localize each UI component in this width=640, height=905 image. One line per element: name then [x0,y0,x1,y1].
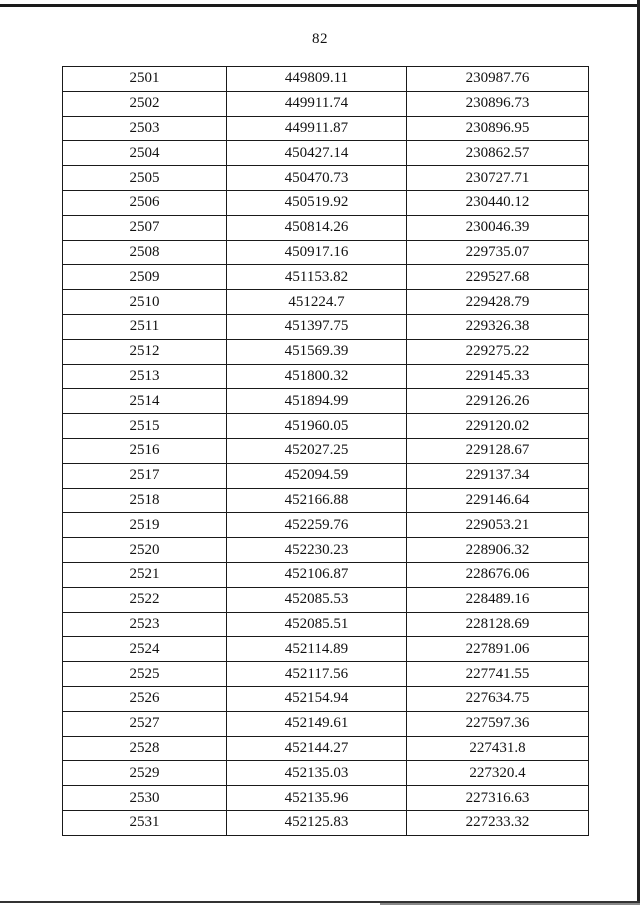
table-row [63,339,589,364]
y-coordinate-cell: 230862.57 [407,141,589,166]
table-row [63,761,589,786]
y-coordinate-cell: 230896.95 [407,116,589,141]
y-coordinate-cell: 229126.26 [407,389,589,414]
point-number-cell: 2513 [63,364,227,389]
y-coordinate-cell: 227320.4 [407,761,589,786]
x-coordinate-cell: 450470.73 [227,166,407,191]
x-coordinate-cell: 452117.56 [227,662,407,687]
y-coordinate-cell: 229053.21 [407,513,589,538]
table-row [63,265,589,290]
y-coordinate-cell: 229137.34 [407,463,589,488]
table-row [63,488,589,513]
x-coordinate-cell: 450427.14 [227,141,407,166]
point-number-cell: 2521 [63,562,227,587]
x-coordinate-cell: 451397.75 [227,314,407,339]
y-coordinate-cell: 230987.76 [407,67,589,92]
table-row [63,662,589,687]
x-coordinate-cell: 452154.94 [227,686,407,711]
y-coordinate-cell: 229120.02 [407,414,589,439]
y-coordinate-cell: 229145.33 [407,364,589,389]
y-coordinate-cell: 227316.63 [407,786,589,811]
x-coordinate-cell: 450814.26 [227,215,407,240]
point-number-cell: 2523 [63,612,227,637]
table-row [63,414,589,439]
y-coordinate-cell: 227233.32 [407,810,589,835]
table-row [63,91,589,116]
x-coordinate-cell: 449911.74 [227,91,407,116]
point-number-cell: 2530 [63,786,227,811]
point-number-cell: 2502 [63,91,227,116]
point-number-cell: 2527 [63,711,227,736]
point-number-cell: 2524 [63,637,227,662]
table-row [63,513,589,538]
y-coordinate-cell: 229428.79 [407,290,589,315]
point-number-cell: 2516 [63,438,227,463]
point-number-cell: 2528 [63,736,227,761]
x-coordinate-cell: 452094.59 [227,463,407,488]
y-coordinate-cell: 229735.07 [407,240,589,265]
x-coordinate-cell: 452230.23 [227,538,407,563]
point-number-cell: 2505 [63,166,227,191]
y-coordinate-cell: 230727.71 [407,166,589,191]
point-number-cell: 2515 [63,414,227,439]
table-row [63,215,589,240]
y-coordinate-cell: 227891.06 [407,637,589,662]
x-coordinate-cell: 452259.76 [227,513,407,538]
table-row [63,389,589,414]
x-coordinate-cell: 452149.61 [227,711,407,736]
y-coordinate-cell: 227741.55 [407,662,589,687]
y-coordinate-cell: 227634.75 [407,686,589,711]
x-coordinate-cell: 449809.11 [227,67,407,92]
x-coordinate-cell: 452125.83 [227,810,407,835]
point-number-cell: 2501 [63,67,227,92]
y-coordinate-cell: 229146.64 [407,488,589,513]
point-number-cell: 2514 [63,389,227,414]
x-coordinate-cell: 452135.96 [227,786,407,811]
point-number-cell: 2525 [63,662,227,687]
x-coordinate-cell: 452106.87 [227,562,407,587]
x-coordinate-cell: 451153.82 [227,265,407,290]
table-row [63,364,589,389]
point-number-cell: 2503 [63,116,227,141]
point-number-cell: 2512 [63,339,227,364]
table-row [63,562,589,587]
x-coordinate-cell: 450519.92 [227,190,407,215]
table-row [63,190,589,215]
point-number-cell: 2509 [63,265,227,290]
table-row [63,67,589,92]
y-coordinate-cell: 228128.69 [407,612,589,637]
y-coordinate-cell: 229275.22 [407,339,589,364]
x-coordinate-cell: 452027.25 [227,438,407,463]
point-number-cell: 2508 [63,240,227,265]
table-row [63,612,589,637]
x-coordinate-cell: 451800.32 [227,364,407,389]
y-coordinate-cell: 228906.32 [407,538,589,563]
y-coordinate-cell: 229326.38 [407,314,589,339]
y-coordinate-cell: 227431.8 [407,736,589,761]
point-number-cell: 2507 [63,215,227,240]
x-coordinate-cell: 452135.03 [227,761,407,786]
point-number-cell: 2504 [63,141,227,166]
point-number-cell: 2526 [63,686,227,711]
x-coordinate-cell: 452114.89 [227,637,407,662]
point-number-cell: 2517 [63,463,227,488]
x-coordinate-cell: 452085.51 [227,612,407,637]
table-row [63,711,589,736]
table-row [63,166,589,191]
point-number-cell: 2511 [63,314,227,339]
x-coordinate-cell: 451224.7 [227,290,407,315]
point-number-cell: 2510 [63,290,227,315]
table-row [63,786,589,811]
point-number-cell: 2529 [63,761,227,786]
table-row [63,736,589,761]
coordinates-table-body [63,67,589,836]
table-row [63,587,589,612]
table-row [63,116,589,141]
point-number-cell: 2520 [63,538,227,563]
x-coordinate-cell: 451894.99 [227,389,407,414]
x-coordinate-cell: 452166.88 [227,488,407,513]
x-coordinate-cell: 452144.27 [227,736,407,761]
y-coordinate-cell: 230896.73 [407,91,589,116]
x-coordinate-cell: 452085.53 [227,587,407,612]
top-border-line [0,4,640,7]
point-number-cell: 2531 [63,810,227,835]
y-coordinate-cell: 230440.12 [407,190,589,215]
table-row [63,290,589,315]
y-coordinate-cell: 230046.39 [407,215,589,240]
y-coordinate-cell: 229128.67 [407,438,589,463]
table-row [63,463,589,488]
table-row [63,240,589,265]
table-row [63,538,589,563]
y-coordinate-cell: 228676.06 [407,562,589,587]
table-row [63,810,589,835]
point-number-cell: 2518 [63,488,227,513]
y-coordinate-cell: 227597.36 [407,711,589,736]
x-coordinate-cell: 451569.39 [227,339,407,364]
point-number-cell: 2506 [63,190,227,215]
table-row [63,141,589,166]
table-row [63,637,589,662]
table-row [63,686,589,711]
x-coordinate-cell: 449911.87 [227,116,407,141]
x-coordinate-cell: 451960.05 [227,414,407,439]
x-coordinate-cell: 450917.16 [227,240,407,265]
page-number: 82 [312,31,328,47]
table-row [63,438,589,463]
coordinates-table [62,66,589,836]
point-number-cell: 2519 [63,513,227,538]
table-row [63,314,589,339]
y-coordinate-cell: 228489.16 [407,587,589,612]
point-number-cell: 2522 [63,587,227,612]
y-coordinate-cell: 229527.68 [407,265,589,290]
